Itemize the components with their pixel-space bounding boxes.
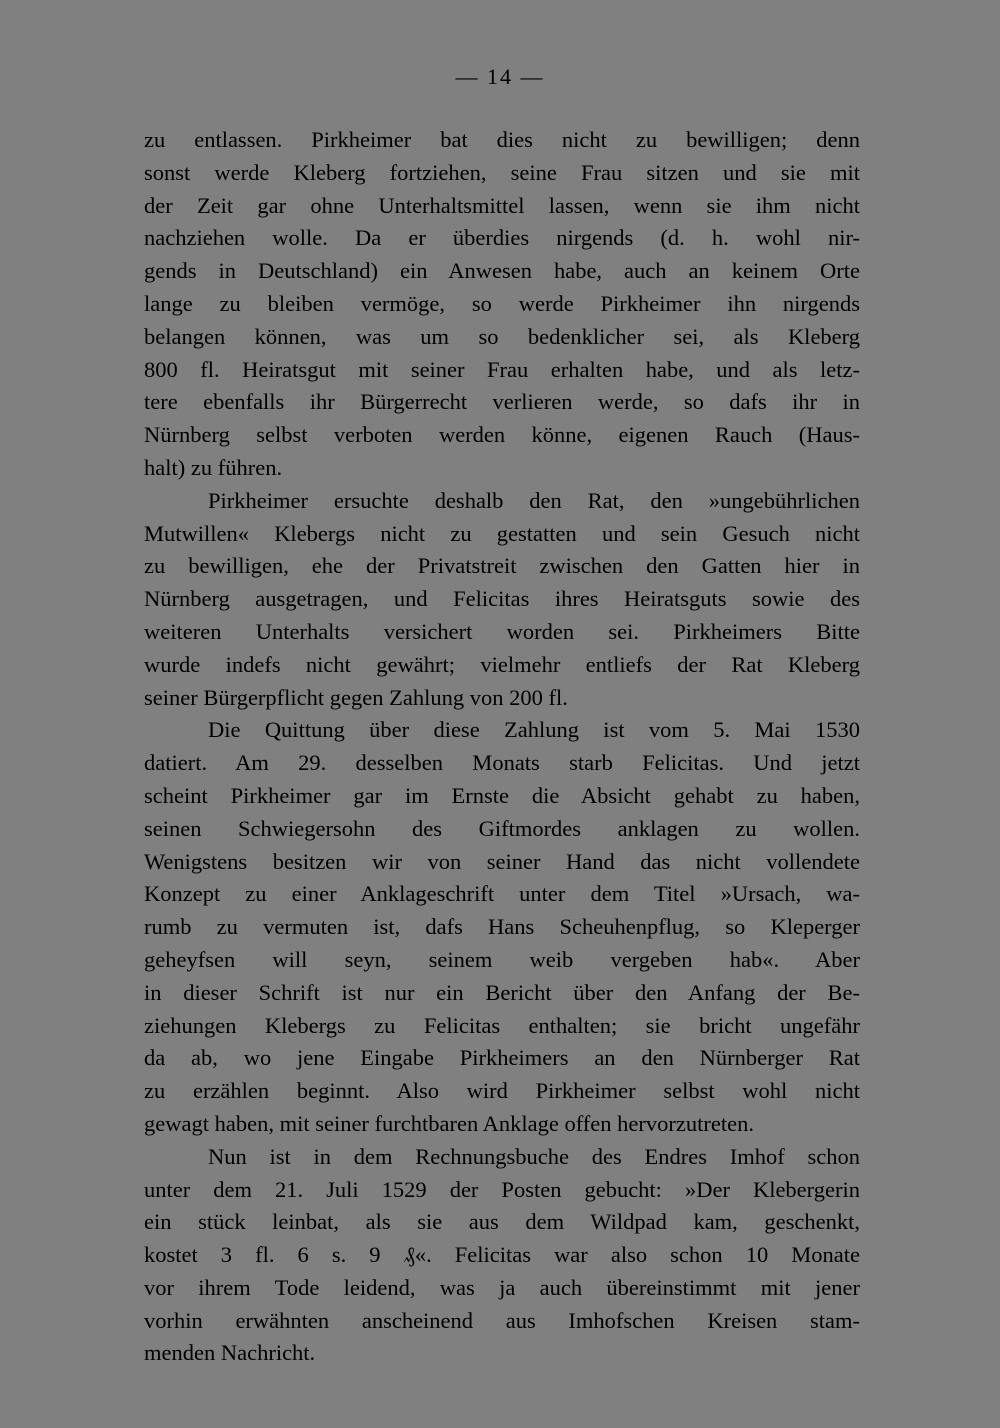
text-line: halt) zu führen. — [144, 454, 283, 480]
text-line: wurde indefs nicht gewährt; vielmehr entliefs der Rat Kleberg — [144, 651, 860, 677]
text-line: gends in Deutschland) ein Anwesen habe, auch an keinem Orte — [144, 258, 860, 284]
text-line: ein stück leinbat, als sie aus dem Wildpad kam, geschenkt, — [144, 1209, 860, 1235]
text-line: 800 fl. Heiratsgut mit seiner Frau erhalten habe, und als letz- — [144, 356, 860, 382]
text-line: ziehungen Klebergs zu Felicitas enthalten; sie bricht ungefähr — [144, 1012, 860, 1038]
text-line: belangen können, was um so bedenklicher sei, als Kleberg — [144, 323, 860, 349]
text-line: zu entlassen. Pirkheimer bat dies nicht zu bewilligen; denn — [144, 127, 860, 152]
text-line: nachziehen wolle. Da er überdies nirgends (d. h. wohl nir- — [144, 225, 860, 251]
text-line: Nürnberg ausgetragen, und Felicitas ihres Heiratsguts sowie des — [144, 586, 860, 612]
text-line: in dieser Schrift ist nur ein Bericht über den Anfang der Be- — [144, 979, 860, 1005]
text-line: sonst werde Kleberg fortziehen, seine Frau sitzen und sie mit — [144, 159, 860, 185]
text-line: vorhin erwähnten anscheinend aus Imhofschen Kreisen stam- — [144, 1307, 860, 1333]
text-line: der Zeit gar ohne Unterhaltsmittel lassen, wenn sie ihm nicht — [144, 192, 860, 218]
text-line: Nürnberg selbst verboten werden könne, eigenen Rauch (Haus- — [144, 422, 860, 448]
text-line: Die Quittung über diese Zahlung ist vom 5. Mai 1530 — [208, 717, 860, 743]
text-line: seinen Schwiegersohn des Giftmordes anklagen zu wollen. — [144, 815, 860, 841]
text-line: vor ihrem Tode leidend, was ja auch übereinstimmt mit jener — [144, 1274, 860, 1300]
text-line: scheint Pirkheimer gar im Ernste die Absicht gehabt zu haben, — [144, 782, 860, 808]
text-line: kostet 3 fl. 6 s. 9 ₰«. Felicitas war also schon 10 Monate — [144, 1242, 860, 1268]
text-line: menden Nachricht. — [144, 1340, 316, 1366]
body-text — [144, 124, 860, 1370]
text-line: Nun ist in dem Rechnungsbuche des Endres Imhof schon — [208, 1143, 860, 1169]
text-line: zu bewilligen, ehe der Privatstreit zwischen den Gatten hier in — [144, 553, 860, 579]
text-line: rumb zu vermuten ist, dafs Hans Scheuhenpflug, so Kleperger — [144, 914, 860, 940]
text-line: unter dem 21. Juli 1529 der Posten gebucht: »Der Klebergerin — [144, 1176, 860, 1202]
text-line: tere ebenfalls ihr Bürgerrecht verlieren werde, so dafs ihr in — [144, 389, 860, 415]
text-line: datiert. Am 29. desselben Monats starb Felicitas. Und jetzt — [144, 750, 860, 776]
text-line: Konzept zu einer Anklageschrift unter dem Titel »Ursach, wa- — [144, 881, 860, 907]
text-line: gewagt haben, mit seiner furchtbaren Anklage offen hervorzutreten. — [144, 1110, 754, 1136]
text-line: Wenigstens besitzen wir von seiner Hand das nicht vollendete — [144, 848, 860, 874]
text-line: weiteren Unterhalts versichert worden sei. Pirkheimers Bitte — [144, 618, 860, 644]
text-line: geheyfsen will seyn, seinem weib vergeben hab«. Aber — [144, 946, 860, 972]
text-line: da ab, wo jene Eingabe Pirkheimers an den Nürnberger Rat — [144, 1045, 860, 1071]
text-line: lange zu bleiben vermöge, so werde Pirkheimer ihn nirgends — [144, 290, 860, 316]
text-line: zu erzählen beginnt. Also wird Pirkheimer selbst wohl nicht — [144, 1078, 860, 1104]
text-line: Pirkheimer ersuchte deshalb den Rat, den »ungebührlichen — [208, 487, 860, 513]
text-line: Mutwillen« Klebergs nicht zu gestatten und sein Gesuch nicht — [144, 520, 860, 546]
text-line: seiner Bürgerpflicht gegen Zahlung von 200 fl. — [144, 684, 568, 710]
page-number: — 14 — — [455, 64, 545, 89]
